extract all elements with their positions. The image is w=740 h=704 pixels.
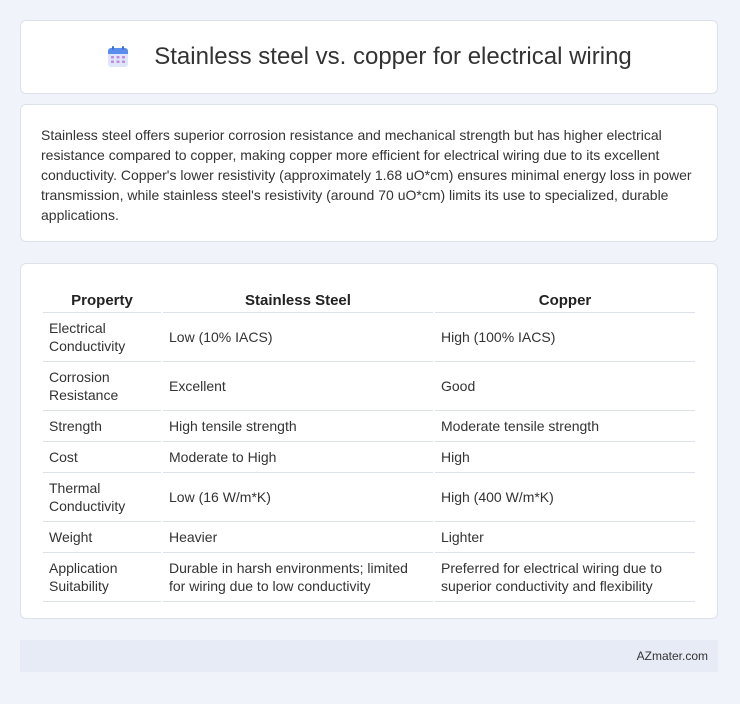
cell-copper: High (400 W/m*K) bbox=[435, 473, 695, 522]
intro-card bbox=[20, 104, 718, 242]
cell-stainless-steel: Low (10% IACS) bbox=[163, 313, 433, 362]
title-card bbox=[20, 20, 718, 94]
footer-brand[interactable]: AZmater.com bbox=[636, 649, 708, 663]
cell-property: Application Suitability bbox=[43, 553, 161, 602]
table-row bbox=[43, 442, 695, 473]
table-row bbox=[43, 473, 695, 522]
comparison-card bbox=[20, 263, 718, 619]
cell-stainless-steel: Excellent bbox=[163, 362, 433, 411]
calendar-icon bbox=[106, 45, 130, 69]
cell-stainless-steel: High tensile strength bbox=[163, 411, 433, 442]
cell-property: Corrosion Resistance bbox=[43, 362, 161, 411]
cell-copper: Lighter bbox=[435, 522, 695, 553]
cell-property: Strength bbox=[43, 411, 161, 442]
table-row bbox=[43, 362, 695, 411]
table-row bbox=[43, 411, 695, 442]
cell-property: Thermal Conductivity bbox=[43, 473, 161, 522]
cell-copper: High bbox=[435, 442, 695, 473]
cell-stainless-steel: Heavier bbox=[163, 522, 433, 553]
table-row bbox=[43, 522, 695, 553]
cell-property: Electrical Conductivity bbox=[43, 313, 161, 362]
cell-copper: Moderate tensile strength bbox=[435, 411, 695, 442]
cell-copper: High (100% IACS) bbox=[435, 313, 695, 362]
cell-copper: Good bbox=[435, 362, 695, 411]
table-row bbox=[43, 313, 695, 362]
cell-stainless-steel: Moderate to High bbox=[163, 442, 433, 473]
header-copper: Copper bbox=[435, 284, 695, 313]
header-property: Property bbox=[43, 284, 161, 313]
cell-property: Weight bbox=[43, 522, 161, 553]
header-stainless-steel: Stainless Steel bbox=[163, 284, 433, 313]
page-title: Stainless steel vs. copper for electrical wiring bbox=[154, 43, 632, 70]
cell-stainless-steel: Durable in harsh environments; limited for wiring due to low conductivity bbox=[163, 553, 433, 602]
cell-property: Cost bbox=[43, 442, 161, 473]
intro-text: Stainless steel offers superior corrosion resistance and mechanical strength but has higher electrical resistance compared to copper, making copper more efficient for electrical wiring due to its excellent conductivity. Copper's lower resistivity (approximately 1.68 uO*cm) ensures minimal energy loss in power transmission, while stainless steel's resistivity (around 70 uO*cm) limits its use to specialized, durable applications. bbox=[41, 127, 692, 223]
cell-copper: Preferred for electrical wiring due to superior conductivity and flexibility bbox=[435, 553, 695, 602]
table-header-row bbox=[43, 284, 695, 313]
footer bbox=[20, 640, 718, 672]
table-row bbox=[43, 553, 695, 602]
cell-stainless-steel: Low (16 W/m*K) bbox=[163, 473, 433, 522]
comparison-table bbox=[41, 284, 697, 602]
